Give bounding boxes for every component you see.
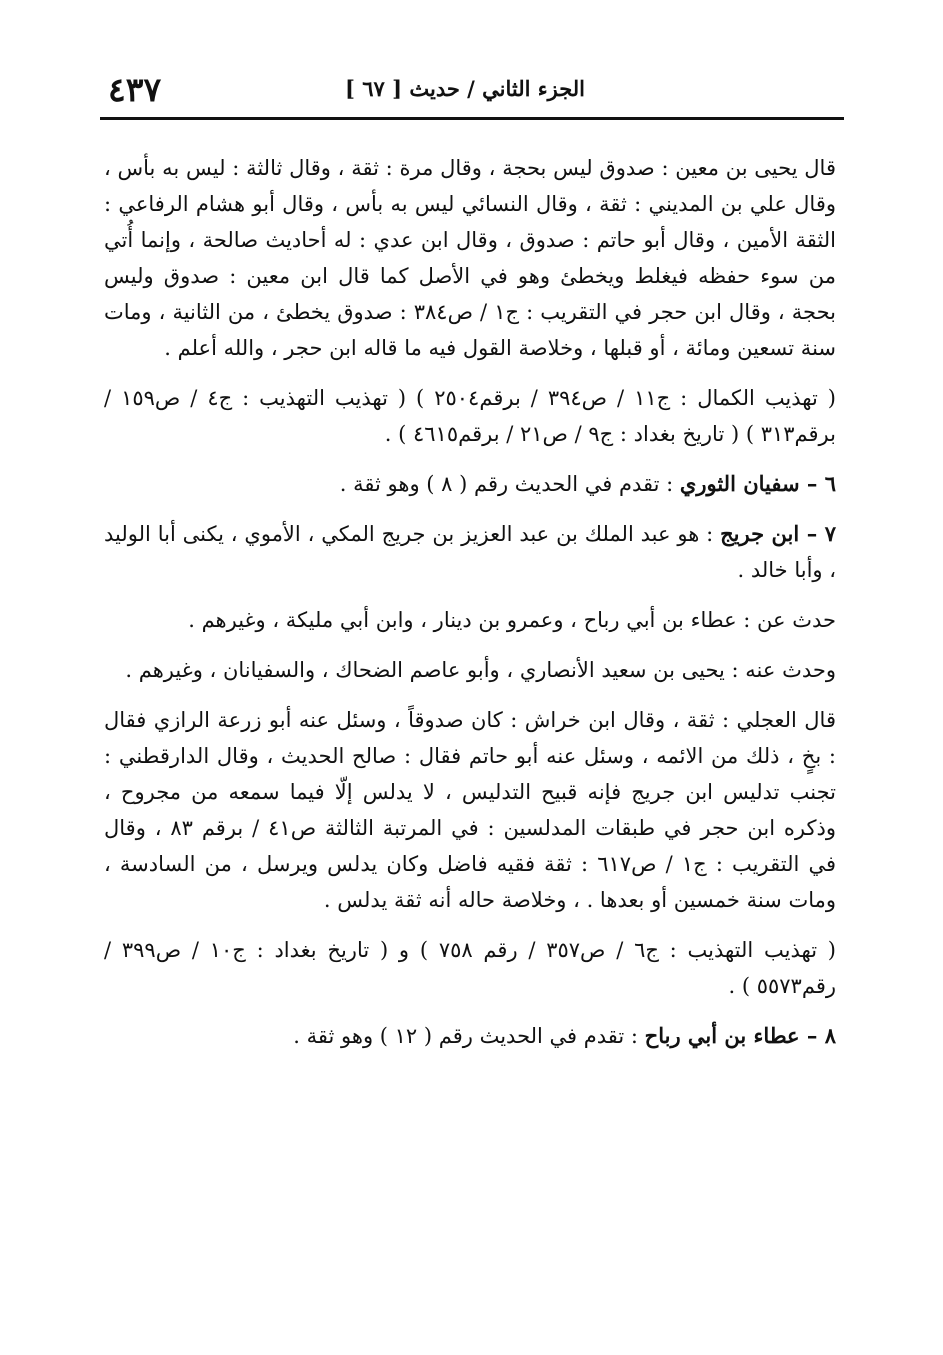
students-paragraph: وحدث عنه : يحيى بن سعيد الأنصاري ، وأبو عاصم الضحاك ، والسفيانان ، وغيرهم .	[125, 658, 836, 682]
narrator-entry-7	[104, 516, 836, 588]
entry-text: : هو عبد الملك بن عبد العزيز بن جريج المكي ، الأموي ، يكنى أبا الوليد ، وأبا خالد .	[104, 522, 836, 582]
narrator-name: ٦ – سفيان الثوري	[679, 471, 836, 496]
running-title: الجزء الثاني / حديث [ ٦٧ ]	[344, 76, 585, 101]
narrator-name: ٨ – عطاء بن أبي رباح	[644, 1023, 836, 1048]
narrator-name: ٧ – ابن جريج	[720, 521, 836, 546]
narrator-entry-8	[104, 1018, 836, 1054]
narrator-assessment-paragraph: قال العجلي : ثقة ، وقال ابن خراش : كان صدوقاً ، وسئل عنه أبو زرعة الرازي فقال : بخٍ ، ذلك من الائمه ، وسئل عنه أبو حاتم فقال : صالح الحديث ، وقال الدارقطني : تجنب تدليس ابن جريج فإنه قبيح التدليس ، لا يدلس إلّا فيما سمعه من مجروح ، وذكره ابن حجر في طبقات المدلسين : في المرتبة الثالثة ص٤١ / برقم ٨٣ ، وقال في التقريب : ج١ / ص٦١٧ : ثقة فقيه فاضل وكان يدلس ويرسل ، من السادسة ، ومات سنة خمسين أو بعدها . ، وخلاصة حاله أنه ثقة يدلس .	[104, 708, 836, 912]
entry-text: : تقدم في الحديث رقم ( ٨ ) وهو ثقة .	[339, 472, 680, 496]
entry-text: : تقدم في الحديث رقم ( ١٢ ) وهو ثقة .	[293, 1024, 645, 1048]
teachers-paragraph: حدث عن : عطاء بن أبي رباح ، وعمرو بن دينار ، وابن أبي مليكة ، وغيرهم .	[188, 608, 836, 632]
references-paragraph: ( تهذيب الكمال : ج١١ / ص٣٩٤ / برقم٢٥٠٤ ) ( تهذيب التهذيب : ج٤ / ص١٥٩ / برقم٣١٣ ) ( تاريخ بغداد : ج٩ / ص٢١ / برقم٤٦١٥ ) .	[104, 386, 836, 446]
narrator-assessment-paragraph: قال يحيى بن معين : صدوق ليس بحجة ، وقال مرة : ثقة ، وقال ثالثة : ليس به بأس ، وقال علي بن المديني : ثقة ، وقال النسائي ليس به بأس ، وقال أبو هشام الرفاعي : الثقة الأمين ، وقال أبو حاتم : صدوق ، وقال ابن عدي : له أحاديث صالحة ، وإنما أُتي من سوء حفظه فيغلط ويخطئ وهو في الأصل كما قال ابن معين : صدوق وليس بحجة ، وقال ابن حجر في التقريب : ج١ / ص٣٨٤ : صدوق يخطئ ، من الثانية ، ومات سنة تسعين ومائة ، أو قبلها ، وخلاصة القول فيه ما قاله ابن حجر ، والله أعلم .	[104, 156, 836, 360]
references-paragraph: ( تهذيب التهذيب : ج٦ / ص٣٥٧ / رقم ٧٥٨ ) و ( تاريخ بغداد : ج١٠ / ص٣٩٩ / رقم٥٥٧٣ ) .	[104, 938, 836, 998]
page-body	[104, 150, 836, 1068]
narrator-entry-6	[104, 466, 836, 502]
header-rule	[100, 117, 844, 120]
page-number: ٤٣٧	[108, 70, 162, 109]
page-header	[100, 70, 843, 114]
